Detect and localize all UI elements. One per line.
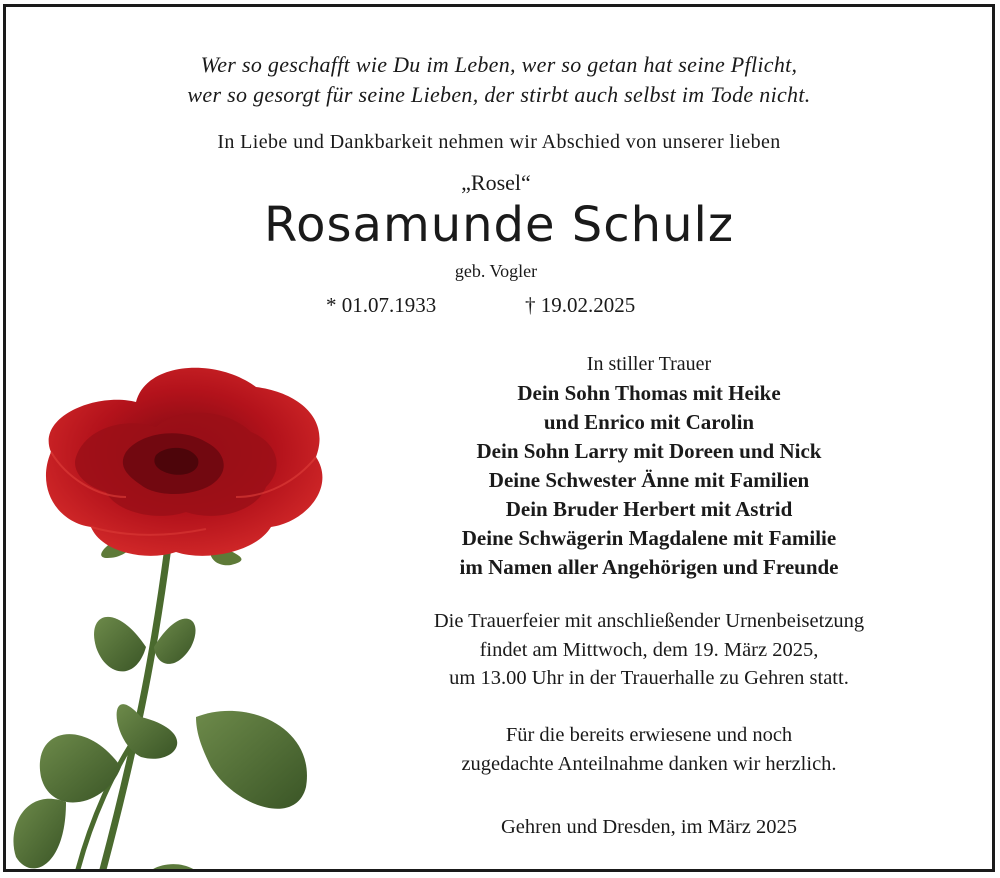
mourner-line: und Enrico mit Carolin: [543, 410, 755, 434]
funeral-line: Die Trauerfeier mit anschließender Urnenbeisetzung: [433, 610, 865, 632]
nickname: „Rosel“: [461, 170, 531, 195]
mourner-line: Dein Bruder Herbert mit Astrid: [505, 497, 793, 521]
mourner-line: Dein Sohn Larry mit Doreen und Nick: [476, 439, 822, 463]
verse-line-1: Wer so geschafft wie Du im Leben, wer so getan hat seine Pflicht,: [200, 52, 798, 77]
death-date: † 19.02.2025: [525, 293, 636, 317]
funeral-line: findet am Mittwoch, dem 19. März 2025,: [479, 638, 819, 661]
rose-image: [6, 347, 346, 872]
thanks-line: zugedachte Anteilnahme danken wir herzlich.: [461, 752, 837, 775]
mourner-line: Deine Schwägerin Magdalene mit Familie: [461, 526, 837, 550]
deceased-name: Rosamunde Schulz: [263, 197, 735, 253]
thanks-line: Für die bereits erwiesene und noch: [505, 724, 793, 746]
intro-text: In Liebe und Dankbarkeit nehmen wir Abschied von unserer lieben: [217, 131, 781, 153]
obituary-notice: [3, 4, 995, 872]
verse-line-2: wer so gesorgt für seine Lieben, der stirbt auch selbst im Tode nicht.: [187, 82, 811, 107]
birth-date: * 01.07.1933: [326, 293, 437, 317]
mourner-line: Deine Schwester Änne mit Familien: [488, 468, 810, 492]
birth-name: geb. Vogler: [454, 261, 538, 281]
closing-line: Gehren und Dresden, im März 2025: [500, 816, 798, 838]
mourner-line: Dein Sohn Thomas mit Heike: [517, 381, 781, 405]
mourners-heading: In stiller Trauer: [586, 353, 712, 375]
funeral-line: um 13.00 Uhr in der Trauerhalle zu Gehren statt.: [449, 667, 849, 689]
mourner-line: im Namen aller Angehörigen und Freunde: [459, 555, 839, 579]
